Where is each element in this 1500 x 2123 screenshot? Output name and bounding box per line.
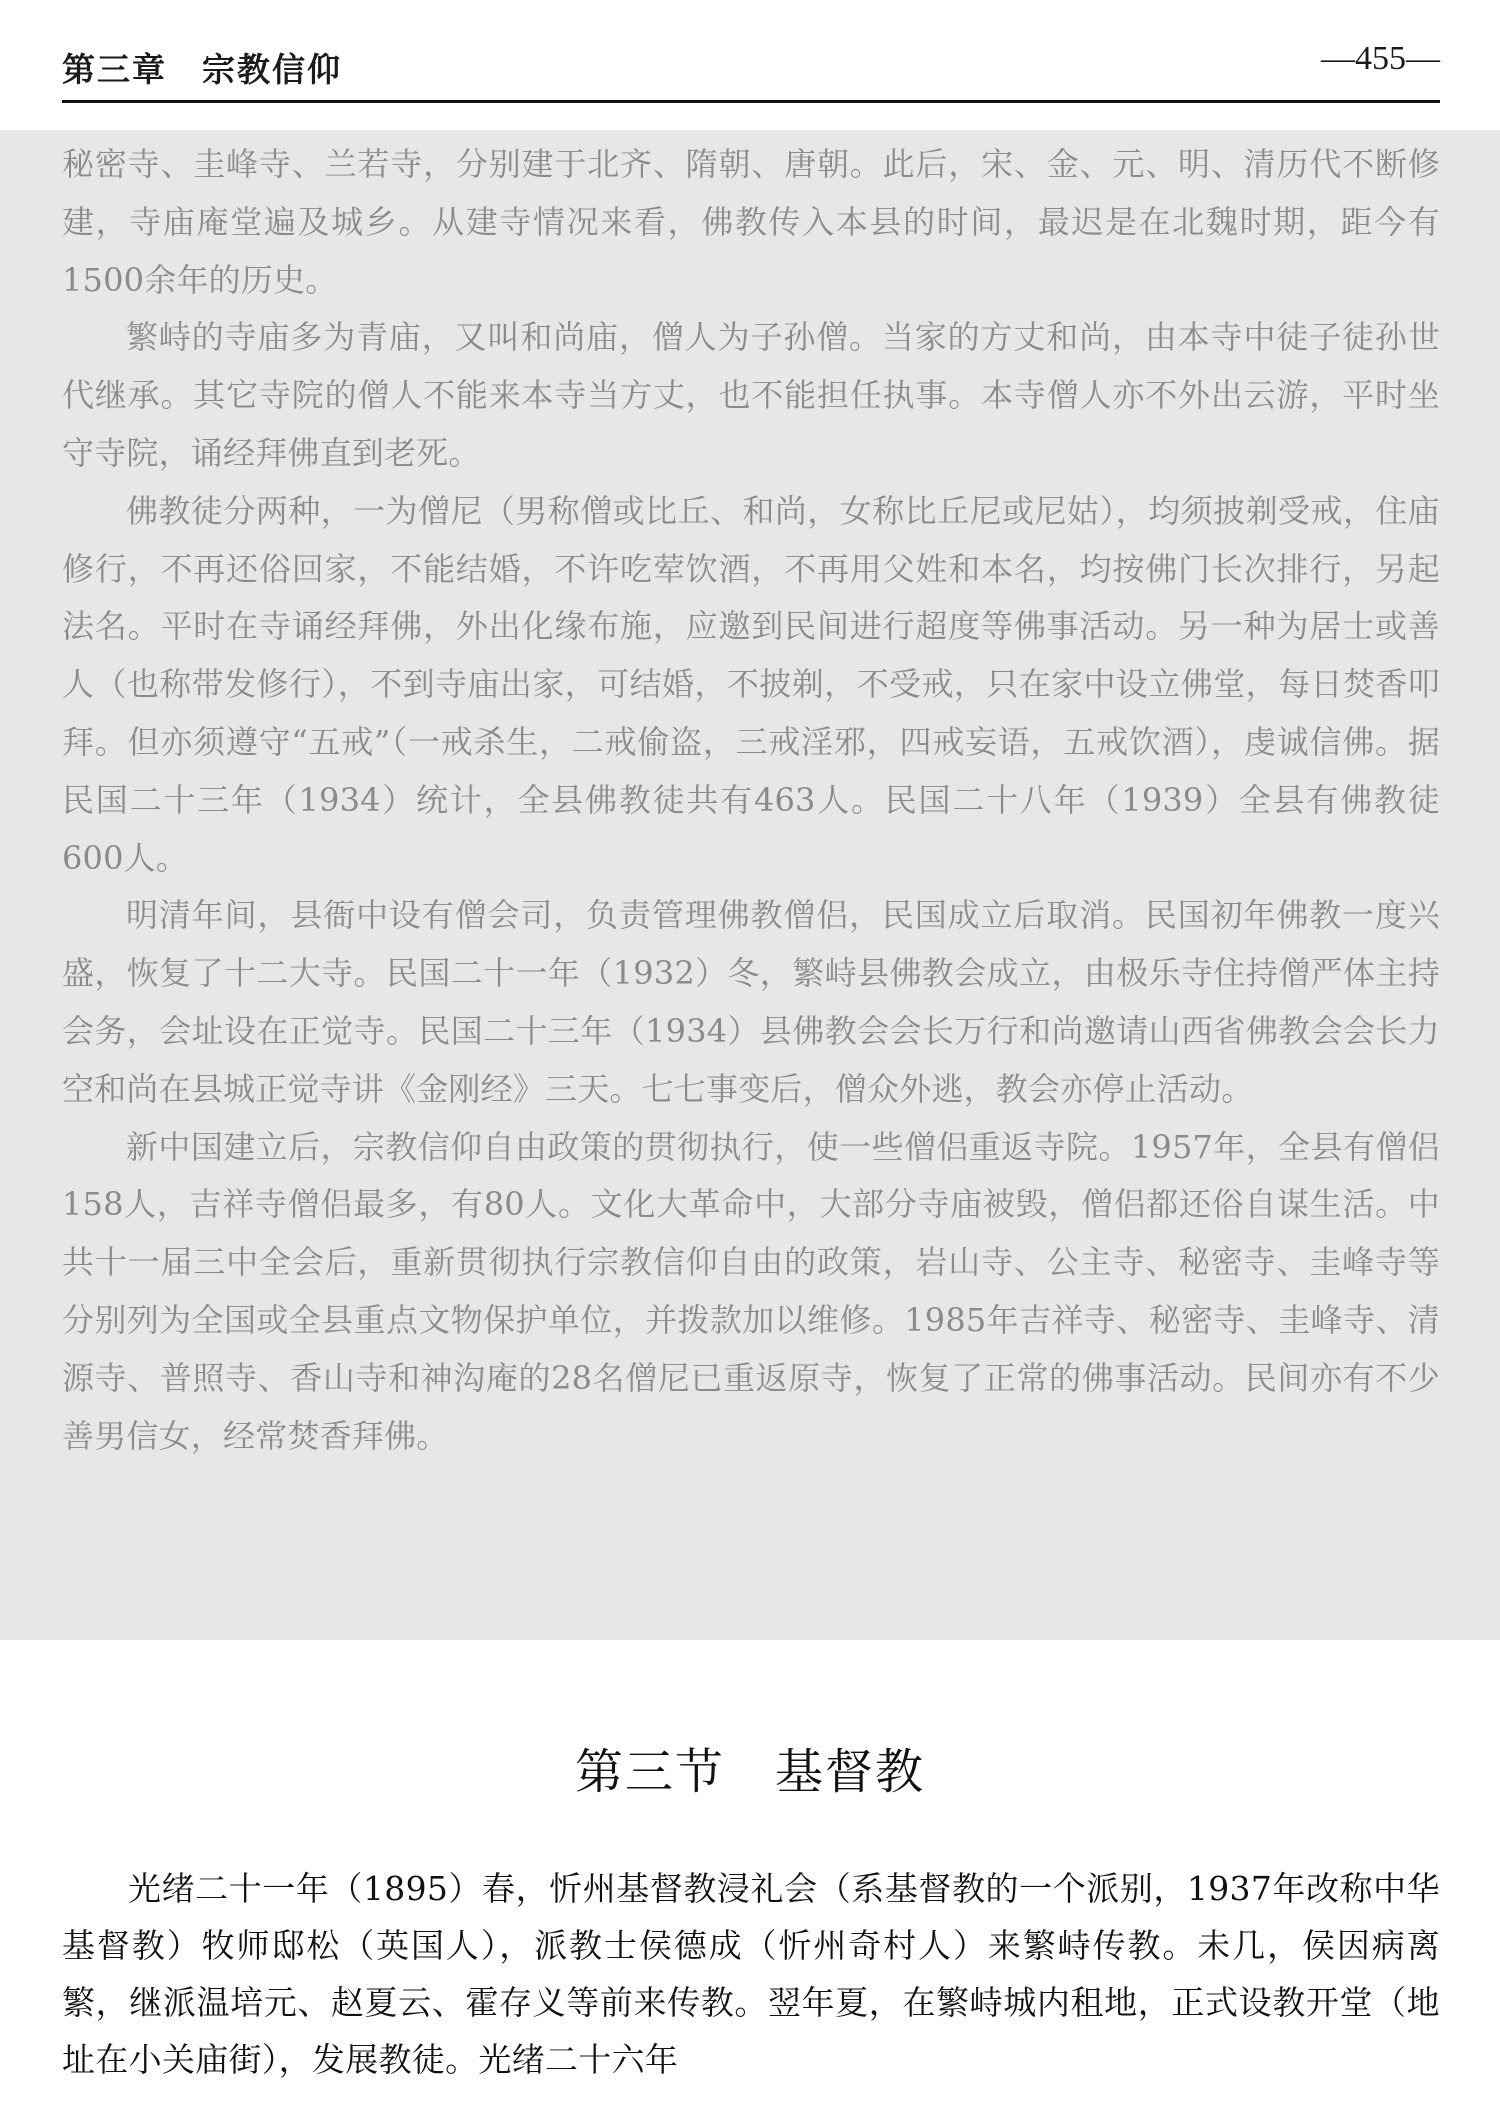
buddhism-text <box>62 136 1440 1465</box>
paragraph-temple-history: 秘密寺、圭峰寺、兰若寺，分别建于北齐、隋朝、唐朝。此后，宋、金、元、明、清历代不断修建，寺庙庵堂遍及城乡。从建寺情况来看，佛教传入本县的时间，最迟是在北魏时期，距今有1500余年的历史。 <box>62 145 1440 299</box>
paragraph-buddhist-followers: 佛教徒分两种，一为僧尼（男称僧或比丘、和尚，女称比丘尼或尼姑），均须披剃受戒，住庙修行，不再还俗回家，不能结婚，不许吃荤饮酒，不再用父姓和本名，均按佛门长次排行，另起法名。平时在寺诵经拜佛，外出化缘布施，应邀到民间进行超度等佛事活动。另一种为居士或善人（也称带发修行），不到寺庙出家，可结婚，不披剃，不受戒，只在家中设立佛堂，每日焚香叩拜。但亦须遵守“五戒”（一戒杀生，二戒偷盗，三戒淫邪，四戒妄语，五戒饮酒），虔诚信佛。据民国二十三年（1934）统计，全县佛教徒共有463人。民国二十八年（1939）全县有佛教徒600人。 <box>62 491 1440 877</box>
paragraph-temple-succession: 繁峙的寺庙多为青庙，又叫和尚庙，僧人为子孙僧。当家的方丈和尚，由本寺中徒子徒孙世代继承。其它寺院的僧人不能来本寺当方丈，也不能担任执事。本寺僧人亦不外出云游，平时坐守寺院，诵经拜佛直到老死。 <box>62 318 1440 472</box>
page-number: —455— <box>1321 40 1440 77</box>
christianity-text <box>62 1860 1440 2088</box>
header-rule <box>62 100 1440 103</box>
running-title: 第三章 宗教信仰 <box>62 50 342 89</box>
paragraph-monastic-administration: 明清年间，县衙中设有僧会司，负责管理佛教僧侣，民国成立后取消。民国初年佛教一度兴盛，恢复了十二大寺。民国二十一年（1932）冬，繁峙县佛教会成立，由极乐寺住持僧严体主持会务，会址设在正觉寺。民国二十三年（1934）县佛教会会长万行和尚邀请山西省佛教会会长力空和尚在县城正觉寺讲《金刚经》三天。七七事变后，僧众外逃，教会亦停止活动。 <box>62 896 1440 1108</box>
page-header <box>62 40 1440 94</box>
section-title: 第三节 基督教 <box>574 1744 925 1800</box>
paragraph-christianity-origin: 光绪二十一年（1895）春，忻州基督教浸礼会（系基督教的一个派别，1937年改称中华基督教）牧师邸松（英国人），派教士侯德成（忻州奇村人）来繁峙传教。未几，侯因病离繁，继派温培元、赵夏云、霍存义等前来传教。翌年夏，在繁峙城内租地，正式设教开堂（地址在小关庙街），发展教徒。光绪二十六年 <box>62 1869 1440 2079</box>
paragraph-modern-period: 新中国建立后，宗教信仰自由政策的贯彻执行，使一些僧侣重返寺院。1957年，全县有僧侣158人，吉祥寺僧侣最多，有80人。文化大革命中，大部分寺庙被毁，僧侣都还俗自谋生活。中共十一届三中全会后，重新贯彻执行宗教信仰自由的政策，岩山寺、公主寺、秘密寺、圭峰寺等分别列为全国或全县重点文物保护单位，并拨款加以维修。1985年吉祥寺、秘密寺、圭峰寺、清源寺、普照寺、香山寺和神沟庵的28名僧尼已重返原寺，恢复了正常的佛事活动。民间亦有不少善男信女，经常焚香拜佛。 <box>62 1127 1440 1455</box>
